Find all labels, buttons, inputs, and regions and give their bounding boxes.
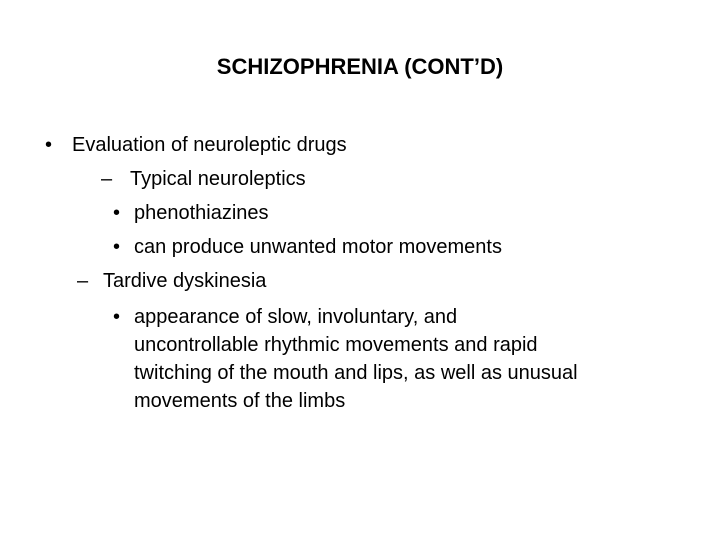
bullet-marker: • (45, 134, 53, 156)
sub-sub-bullet-text-line-2: uncontrollable rhythmic movements and rapid (134, 334, 538, 356)
sub-sub-bullet-text-line-1: appearance of slow, involuntary, and (134, 306, 458, 328)
slide-title: SCHIZOPHRENIA (CONT’D) (216, 54, 504, 79)
bullet-text: Evaluation of neuroleptic drugs (72, 134, 347, 156)
sub-sub-bullet-text: can produce unwanted motor movements (134, 236, 502, 258)
sub-sub-bullet-text: phenothiazines (134, 202, 269, 224)
sub-sub-bullet-text-line-3: twitching of the mouth and lips, as well as unusual (134, 362, 578, 384)
sub-bullet-text: Typical neuroleptics (130, 168, 306, 190)
dash-marker: – (77, 270, 89, 292)
dash-marker: – (101, 168, 113, 190)
bullet-marker: • (113, 202, 121, 224)
sub-sub-bullet-text-line-4: movements of the limbs (134, 390, 346, 412)
bullet-marker: • (113, 236, 121, 258)
bullet-marker: • (113, 306, 121, 328)
sub-bullet-text: Tardive dyskinesia (103, 270, 267, 292)
